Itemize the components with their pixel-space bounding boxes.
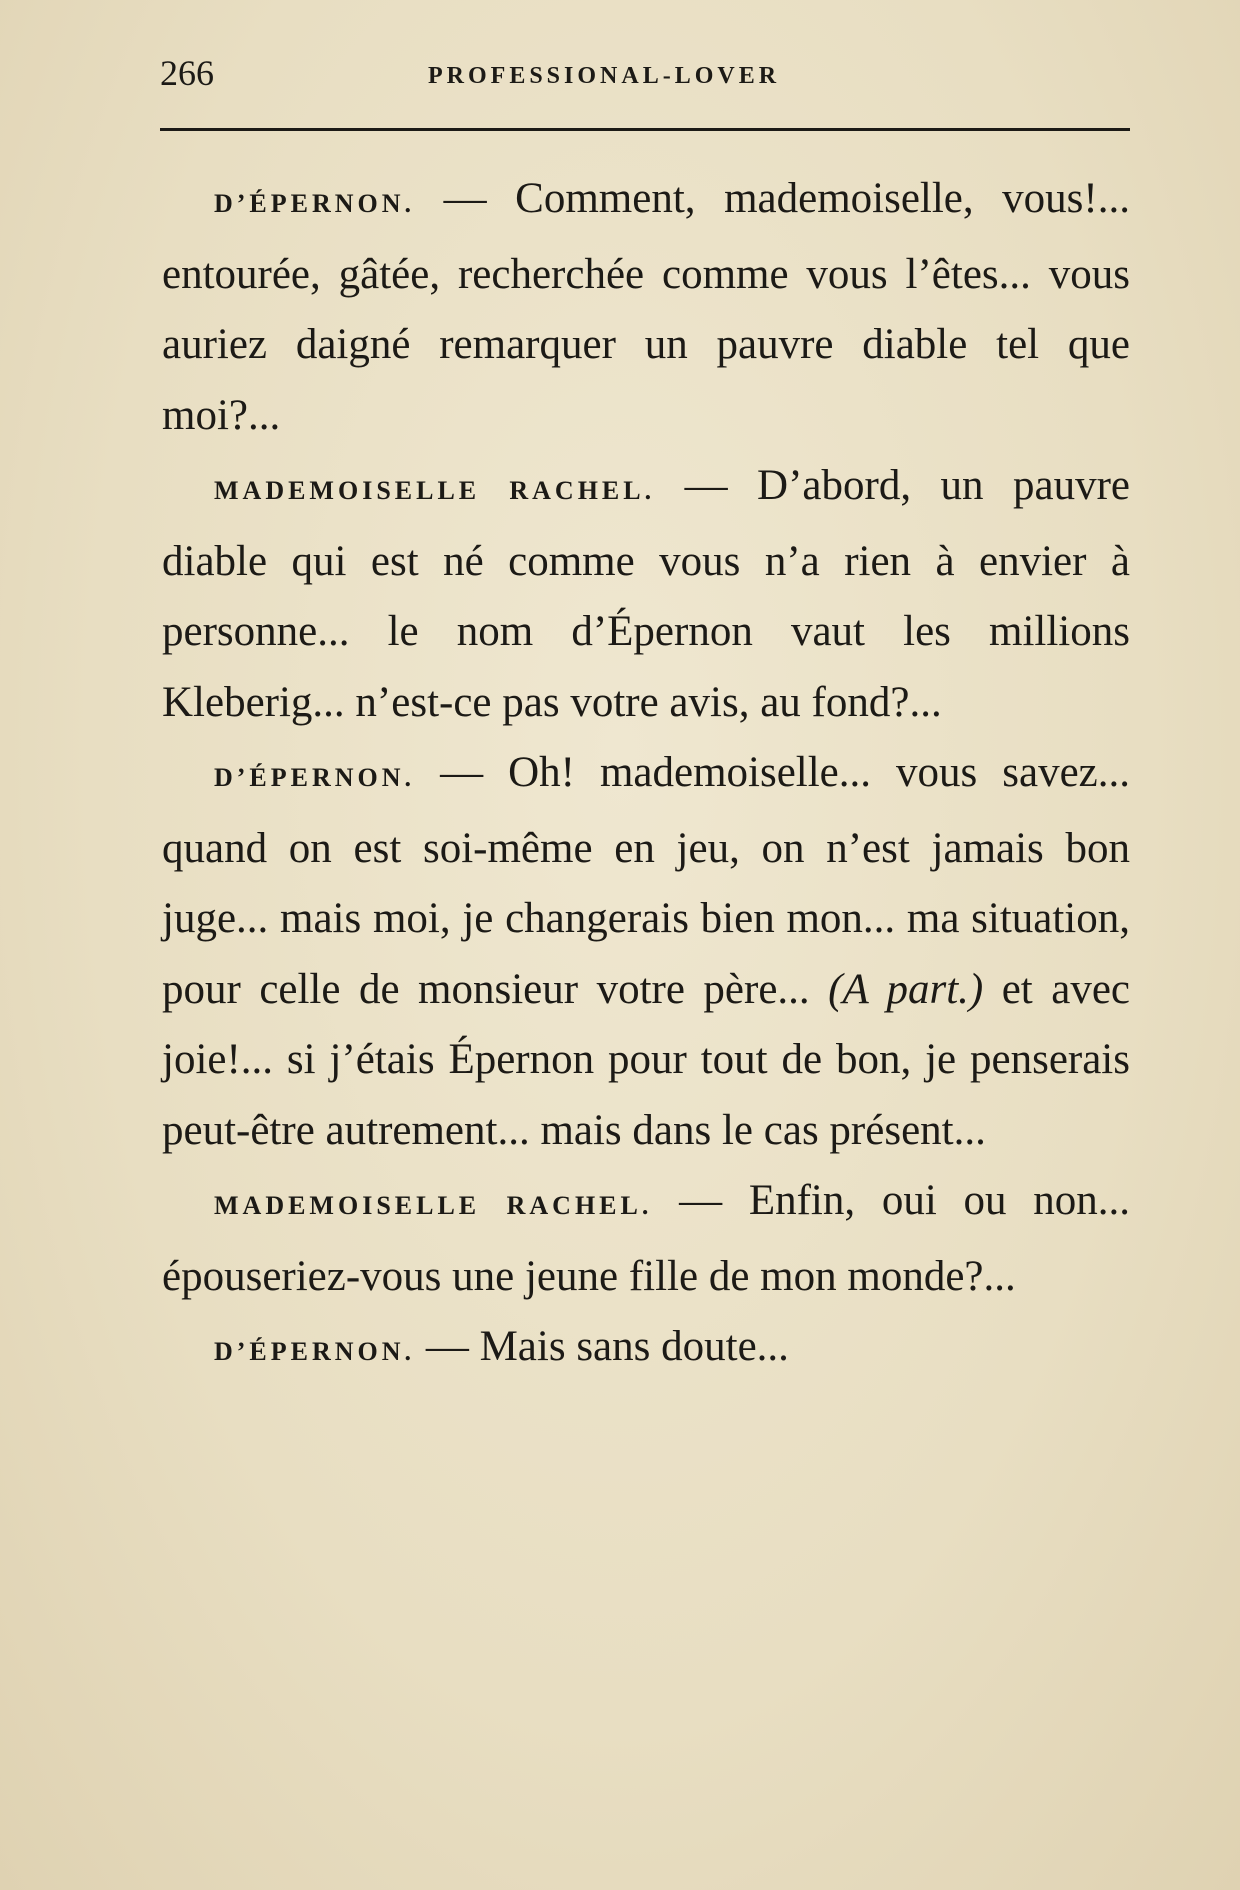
speaker-name: D’ÉPERNON. <box>214 1337 416 1366</box>
dialogue-paragraph <box>162 738 1130 1166</box>
speaker-name: MADEMOISELLE RACHEL. <box>214 476 656 505</box>
header-rule <box>160 128 1130 131</box>
dialogue-paragraph <box>162 164 1130 451</box>
dialogue-paragraph <box>162 451 1130 738</box>
speaker-name: MADEMOISELLE RACHEL. <box>214 1191 653 1220</box>
dialogue-text-continued: et avec joie!... si j’étais Épernon pour tout de bon, je penserais peut-être autrement... mais dans le cas présent... <box>162 965 1130 1154</box>
dialogue-text: — Oh! mademoiselle... vous savez... quand on est soi-même en jeu, on n’est jamais bon juge... mais moi, je changerais bien mon... ma situation, pour celle de monsieur votre père... <box>162 749 1130 1013</box>
speaker-name: D’ÉPERNON. <box>214 189 416 218</box>
page-number: 266 <box>160 53 214 93</box>
dialogue-text: — Mais sans doute... <box>415 1323 789 1370</box>
dialogue-text: — Enfin, oui ou non... épouseriez-vous une jeune fille de mon monde?... <box>162 1177 1130 1300</box>
dialogue-paragraph <box>162 1312 1130 1388</box>
dialogue-text: — D’abord, un pauvre diable qui est né comme vous n’a rien à envier à personne... le nom d’Épernon vaut les millions Kleberig... n’est-ce pas votre avis, au fond?... <box>162 462 1130 726</box>
stage-direction: (A part.) <box>828 965 984 1013</box>
running-title: PROFESSIONAL-LOVER <box>428 63 781 89</box>
dialogue-text: — Comment, mademoiselle, vous!... entourée, gâtée, recherchée comme vous l’êtes... vous auriez daigné remarquer un pauvre diable tel que moi?... <box>162 175 1130 439</box>
speaker-name: D’ÉPERNON. <box>214 763 416 792</box>
dialogue-paragraph <box>162 1166 1130 1312</box>
dialogue-body <box>162 164 1130 1388</box>
running-head <box>160 48 1130 98</box>
